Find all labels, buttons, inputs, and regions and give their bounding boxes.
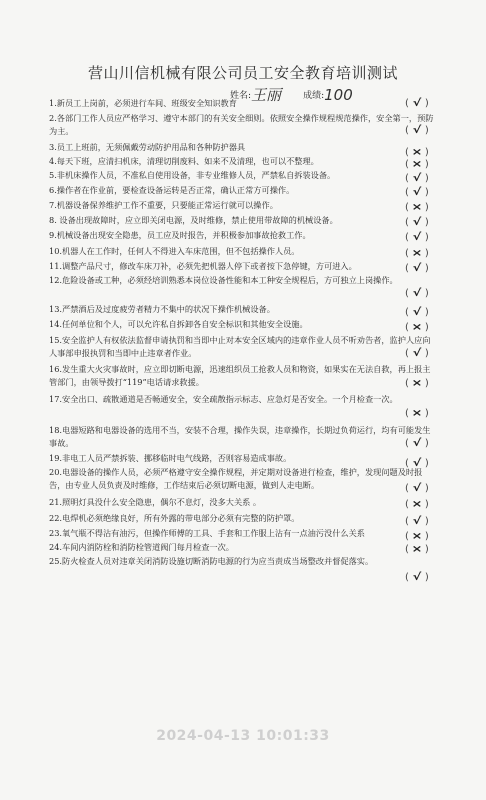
answer-mark: ( √ ) xyxy=(405,263,429,274)
question-text: 2.各部门工作人员应严格学习、遵守本部门的有关安全细则。依照安全操作规程规范操作，安全第一，预防为主。 xyxy=(49,113,434,136)
answer-value: × xyxy=(411,202,423,213)
answer-value: √ xyxy=(412,288,422,299)
answer-value: √ xyxy=(412,438,422,449)
answer-value: × xyxy=(411,499,423,510)
question-text: 5.非机床操作人员，不准私自使用设备，非专业维修人员，严禁私自拆装设备。 xyxy=(49,170,336,180)
timestamp-watermark: 2024-04-13 10:01:33 xyxy=(156,728,330,744)
question-text: 25.防火检查人员对违章关闭消防设施切断消防电源的行为应当责成当场整改并督促落实。 xyxy=(49,556,374,566)
answer-mark: ( √ ) xyxy=(405,187,429,198)
answer-mark: ( √ ) xyxy=(405,232,429,243)
question-text: 10.机器人在工作时，任何人不得进入车床范围，但不包括操作人员。 xyxy=(49,246,300,256)
question-text: 14.任何单位和个人，可以允许私自拆卸各自安全标识和其他安全设施。 xyxy=(49,319,308,329)
question-text: 6.操作者在作业前，要检查设备运转是否正常，确认正常方可操作。 xyxy=(49,185,295,195)
question-text: 8. 设备出现故障时，应立即关闭电源，及时维修，禁止使用带故障的机械设备。 xyxy=(49,215,338,225)
answer-mark: ( √ ) xyxy=(405,458,429,469)
question-text: 1.新员工上岗前，必须进行车间、班级安全知识教育 xyxy=(49,98,237,108)
answer-mark: ( × ) xyxy=(405,322,429,333)
answer-mark: ( × ) xyxy=(405,202,429,213)
answer-mark: ( √ ) xyxy=(405,98,429,109)
question-text: 22.电焊机必须绝缘良好，所有外露的带电部分必须有完整的防护罩。 xyxy=(49,513,300,523)
answer-value: √ xyxy=(412,572,422,583)
question-text: 24.车间内消防栓和消防栓管道阀门每月检查一次。 xyxy=(49,542,234,552)
question-text: 12.危险设备或工种，必须经培训熟悉本岗位设备性能和本工种安全规程后，方可独立上岗操作。 xyxy=(49,275,398,285)
answer-mark: ( × ) xyxy=(405,147,429,158)
answer-value: × xyxy=(411,544,423,555)
answer-mark: ( × ) xyxy=(405,159,429,170)
answer-value: √ xyxy=(412,483,422,494)
answer-value: × xyxy=(411,147,423,158)
answer-mark: ( √ ) xyxy=(405,125,429,136)
answer-mark: ( √ ) xyxy=(405,483,429,494)
answer-value: √ xyxy=(412,98,422,109)
question-text: 7.机器设备保养维护工作不重要，只要能正常运行就可以操作。 xyxy=(49,200,278,210)
answer-value: √ xyxy=(412,516,422,527)
answer-mark: ( √ ) xyxy=(405,516,429,527)
answer-value: × xyxy=(411,322,423,333)
question-text: 9.机械设备出现安全隐患，员工应及时报告，并积极参加事故抢救工作。 xyxy=(49,230,311,240)
score-value: 100 xyxy=(324,86,353,104)
answer-value: × xyxy=(411,378,423,389)
question-text: 13.严禁酒后及过度疲劳者精力不集中的状况下操作机械设备。 xyxy=(49,304,275,314)
answer-value: × xyxy=(411,248,423,259)
answer-value: √ xyxy=(412,187,422,198)
answer-value: √ xyxy=(412,263,422,274)
answer-value: × xyxy=(411,531,423,542)
answer-mark: ( × ) xyxy=(405,499,429,510)
answer-mark: ( √ ) xyxy=(405,307,429,318)
answer-mark: ( × ) xyxy=(405,378,429,389)
answer-mark: ( √ ) xyxy=(405,438,429,449)
question-text: 19.非电工人员严禁拆装、挪移临时电气线路，否则容易造成事故。 xyxy=(49,453,292,463)
question-text: 3.员工上班前，无须佩戴劳动防护用品和各种防护器具 xyxy=(49,142,246,152)
answer-value: √ xyxy=(412,217,422,228)
answer-mark: ( √ ) xyxy=(405,572,429,583)
answer-mark: ( × ) xyxy=(405,544,429,555)
answer-mark: ( × ) xyxy=(405,408,429,419)
answer-value: √ xyxy=(412,125,422,136)
answer-value: √ xyxy=(412,348,422,359)
answer-mark: ( √ ) xyxy=(405,348,429,359)
question-text: 16.发生重大火灾事故时，应立即切断电源，迅速组织员工抢救人员和物资，如果实在无法自救，再上报主管部门，由领导拨打“119”电话请求救援。 xyxy=(49,364,431,387)
question-text: 4.每天下班，应清扫机床，清理切削废料、如来不及清理，也可以不整理。 xyxy=(49,156,319,166)
answer-value: √ xyxy=(412,458,422,469)
answer-value: √ xyxy=(412,307,422,318)
question-text: 20.电器设备的操作人员，必须严格遵守安全操作规程，并定期对设备进行检查，维护，发现问题及时报告，由专业人员负责及时维修，工作结束后必须切断电源，做到人走电断。 xyxy=(49,467,423,490)
name-value: 王丽 xyxy=(251,86,282,104)
score-label: 成绩: xyxy=(303,91,325,101)
question-text: 18.电器短路和电器设备的选用不当，安装不合理，操作失误，违章操作，长期过负荷运行，均有可能发生事故。 xyxy=(49,425,431,448)
answer-value: √ xyxy=(412,173,422,184)
answer-mark: ( √ ) xyxy=(405,173,429,184)
question-text: 15.安全监护人有权依法监督申请执罚和当即中止对本安全区域内的违章作业人员不听劝告者，监护人应向人事部申报执罚和当即中止违章者作业。 xyxy=(49,335,431,358)
page-title: 营山川信机械有限公司员工安全教育培训测试 xyxy=(87,64,398,82)
answer-mark: ( × ) xyxy=(405,248,429,259)
question-text: 23.氧气瓶不得沾有油污，但操作师傅的工具、手套和工作服上沾有一点油污没什么关系 xyxy=(49,528,365,538)
answer-mark: ( √ ) xyxy=(405,217,429,228)
answer-mark: ( √ ) xyxy=(405,288,429,299)
answer-mark: ( × ) xyxy=(405,531,429,542)
question-text: 17.安全出口、疏散通道是否畅通安全，安全疏散指示标志、应急灯是否安全。一个月检查一次。 xyxy=(49,394,398,404)
answer-value: √ xyxy=(412,232,422,243)
answer-value: × xyxy=(411,408,423,419)
question-text: 21.照明灯具没什么安全隐患，偶尔不息灯，没多大关系 。 xyxy=(49,497,262,507)
answer-value: × xyxy=(411,159,423,170)
name-label: 姓名: xyxy=(230,91,252,101)
question-text: 11.调整产品尺寸，修改车床刀补，必须先把机器人停下或者按下急停键，方可进入。 xyxy=(49,261,357,271)
